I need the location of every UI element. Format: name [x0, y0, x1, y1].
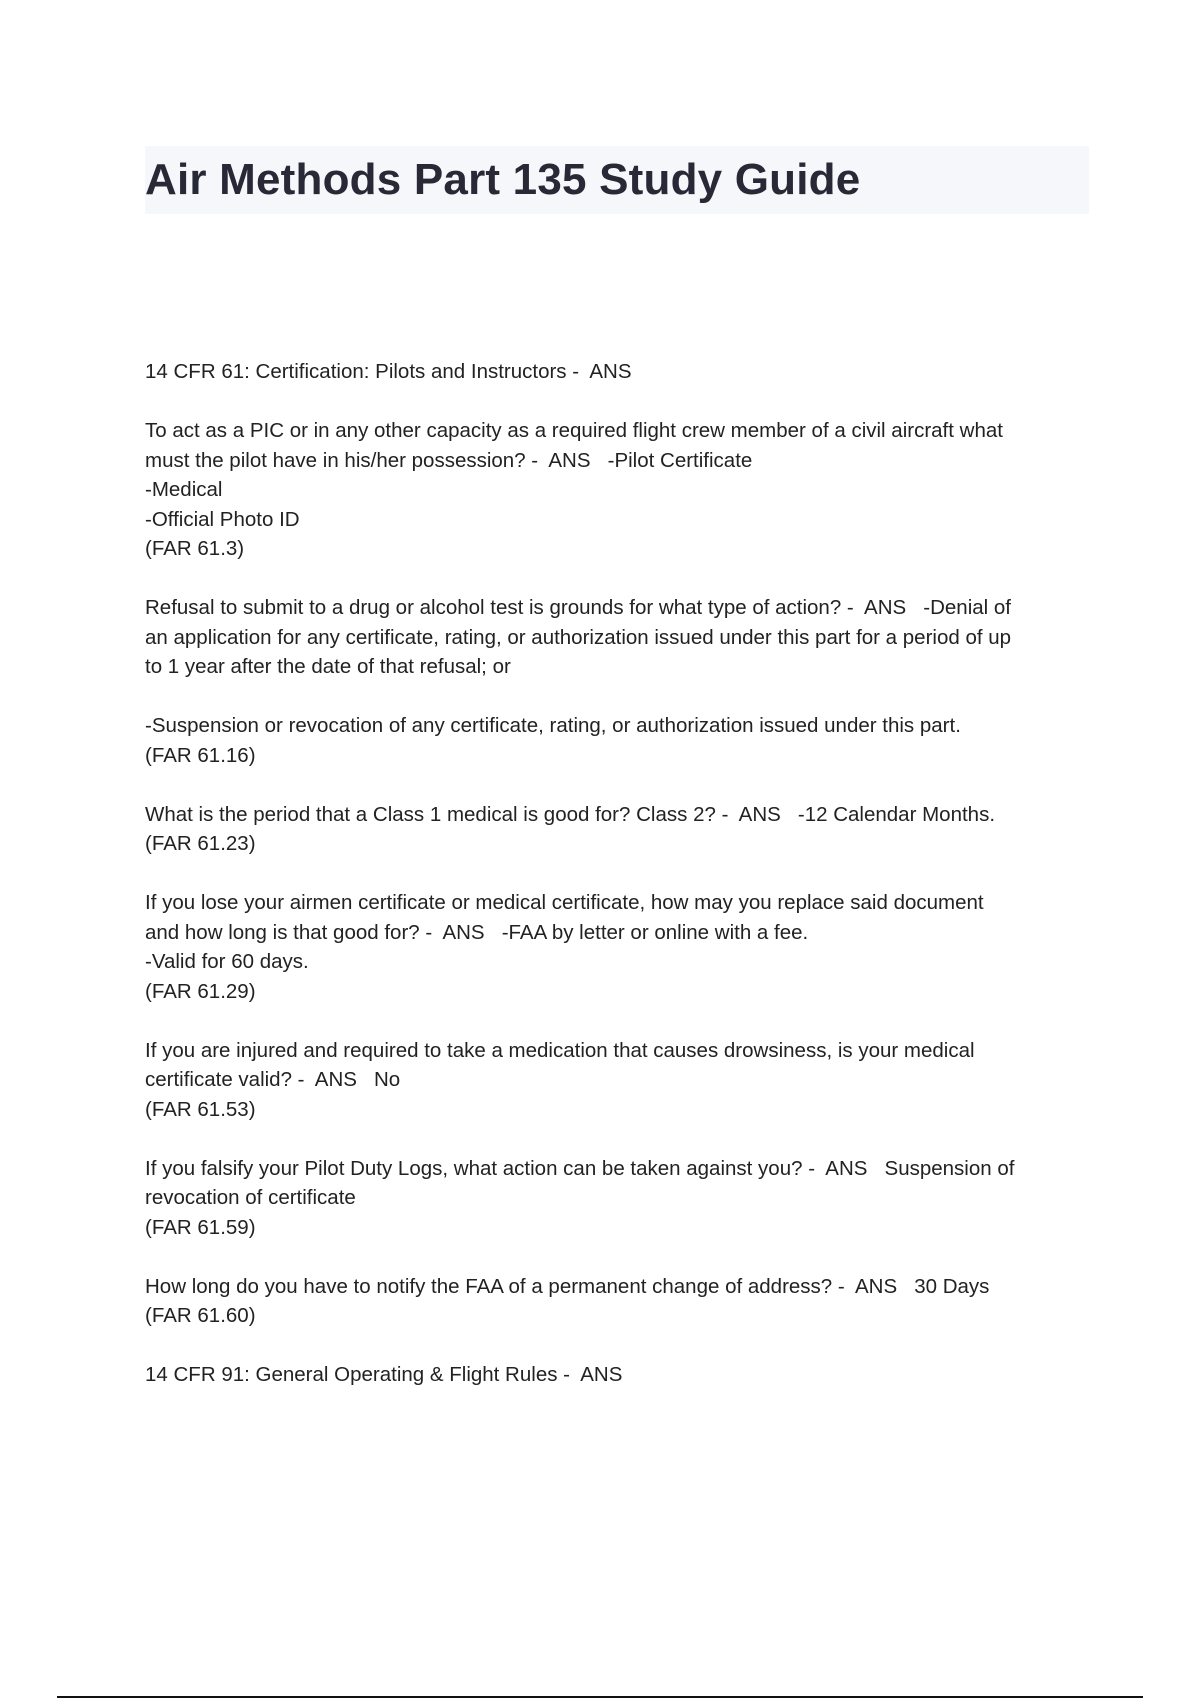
text-line: -Medical — [145, 478, 223, 501]
text-line: -Valid for 60 days. — [145, 950, 309, 973]
text-line: (FAR 61.60) — [145, 1304, 256, 1327]
text-line: If you are injured and required to take a medication that causes drowsiness, is your medical — [145, 1038, 975, 1062]
text-line: (FAR 61.16) — [145, 743, 256, 767]
text-line: If you falsify your Pilot Duty Logs, what action can be taken against you? - ANS Suspension of — [145, 1156, 1015, 1180]
qa-item-address-change — [145, 1272, 1095, 1331]
page-title: Air Methods Part 135 Study Guide — [145, 155, 861, 204]
text-line: 14 CFR 91: General Operating & Flight Rules - ANS — [145, 1363, 623, 1386]
text-line: (FAR 61.59) — [145, 1215, 256, 1239]
text-line: (FAR 61.23) — [145, 832, 256, 855]
section-heading-cfr91 — [145, 1360, 1095, 1390]
text-line: What is the period that a Class 1 medical is good for? Class 2? - ANS -12 Calendar Months. — [145, 802, 996, 826]
qa-item-drug-test-refusal — [145, 593, 1095, 682]
text-line: (FAR 61.53) — [145, 1097, 256, 1121]
text-line: an application for any certificate, rating, or authorization issued under this part for a period of up — [145, 625, 1012, 649]
text-line: (FAR 61.3) — [145, 537, 245, 560]
text-line: certificate valid? - ANS No — [145, 1068, 401, 1091]
document-body — [145, 357, 1095, 1419]
qa-item-medical-period — [145, 800, 1095, 859]
section-heading-cfr61 — [145, 357, 1095, 387]
qa-item-pic-possession — [145, 416, 1095, 564]
text-line: to 1 year after the date of that refusal; or — [145, 655, 511, 678]
text-line: must the pilot have in his/her possession? - ANS -Pilot Certificate — [145, 448, 753, 472]
text-line: How long do you have to notify the FAA of a permanent change of address? - ANS 30 Days — [145, 1274, 990, 1298]
text-line: -Official Photo ID — [145, 507, 300, 531]
text-line: Refusal to submit to a drug or alcohol test is grounds for what type of action? - ANS -Denial of — [145, 596, 1011, 619]
qa-item-medication — [145, 1036, 1095, 1125]
footer-divider — [57, 1696, 1143, 1698]
text-line: and how long is that good for? - ANS -FAA by letter or online with a fee. — [145, 920, 809, 944]
text-line: revocation of certificate — [145, 1186, 356, 1209]
text-line: (FAR 61.29) — [145, 979, 256, 1003]
qa-item-lost-certificate — [145, 888, 1095, 1006]
text-line: 14 CFR 61: Certification: Pilots and Instructors - ANS — [145, 360, 632, 383]
text-line: -Suspension or revocation of any certificate, rating, or authorization issued under this part. — [145, 714, 961, 737]
qa-item-drug-test-refusal-cont — [145, 711, 1095, 770]
text-line: If you lose your airmen certificate or medical certificate, how may you replace said document — [145, 891, 984, 914]
text-line: To act as a PIC or in any other capacity as a required flight crew member of a civil aircraft what — [145, 419, 1003, 442]
qa-item-falsify-logs — [145, 1154, 1095, 1243]
